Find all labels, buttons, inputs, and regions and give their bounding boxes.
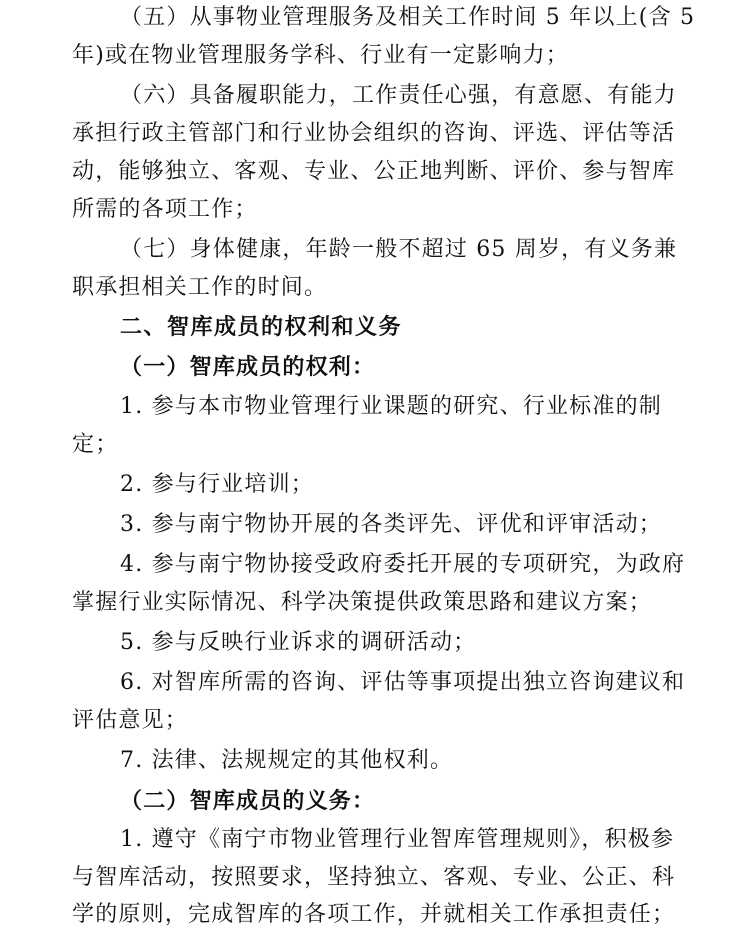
list-item: 7. 法律、法规规定的其他权利。 [120,748,454,773]
paragraph-line: 动，能够独立、客观、专业、公正地判断、评价、参与智库 [72,159,676,184]
list-item-continuation: 掌握行业实际情况、科学决策提供政策思路和建议方案； [72,590,653,615]
paragraph-line: 年)或在物业管理服务学科、行业有一定影响力； [72,43,569,68]
paragraph-line: 承担行政主管部门和行业协会组织的咨询、评选、评估等活 [72,121,676,146]
list-item: 1. 参与本市物业管理行业课题的研究、行业标准的制 [120,394,662,419]
list-item-continuation: 评估意见； [72,708,189,733]
paragraph-line: （五）从事物业管理服务及相关工作时间 5 年以上(含 5 [120,5,696,30]
list-item: 5. 参与反映行业诉求的调研活动； [120,630,477,655]
section-heading: 二、智库成员的权利和义务 [120,315,403,340]
paragraph-line: （六）具备履职能力，工作责任心强，有意愿、有能力 [120,83,677,108]
subsection-heading: （二）智库成员的义务： [120,788,376,814]
list-item-continuation: 与智库活动，按照要求，坚持独立、客观、专业、公正、科 [72,865,676,890]
list-item-continuation: 定； [72,432,119,457]
list-item: 4. 参与南宁物协接受政府委托开展的专项研究，为政府 [120,552,686,577]
paragraph-line: 职承担相关工作的时间。 [72,275,328,300]
list-item: 1. 遵守《南宁市物业管理行业智库管理规则》，积极参 [120,827,675,852]
list-item: 6. 对智库所需的咨询、评估等事项提出独立咨询建议和 [120,670,686,695]
paragraph-line: 所需的各项工作； [72,197,258,222]
paragraph-line: （七）身体健康，年龄一般不超过 65 周岁，有义务兼 [120,237,678,262]
list-item-continuation: 学的原则，完成智库的各项工作，并就相关工作承担责任； [72,902,676,927]
subsection-heading: （一）智库成员的权利： [120,354,376,380]
list-item: 2. 参与行业培训； [120,472,314,497]
list-item: 3. 参与南宁物协开展的各类评先、评优和评审活动； [120,512,662,537]
